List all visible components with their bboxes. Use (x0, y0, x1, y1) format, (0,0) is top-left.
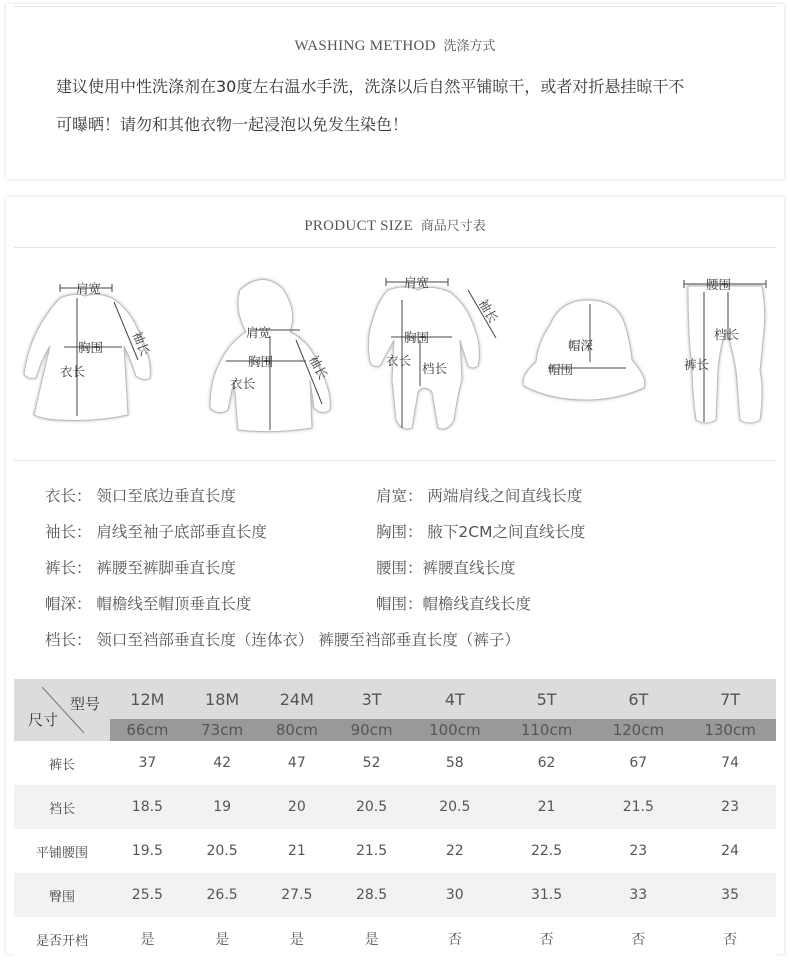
table-cell: 47 (259, 741, 334, 785)
model-cell: 24M (259, 679, 334, 719)
table-row (14, 917, 776, 961)
corner-size-label: 尺寸 (28, 711, 59, 729)
corner-model-label: 型号 (70, 695, 101, 713)
divider (14, 247, 776, 248)
table-cell: 21.5 (592, 785, 684, 829)
table-cell: 58 (409, 741, 501, 785)
product-size-title-zh: 商品尺寸表 (420, 219, 486, 234)
pants-icon (688, 286, 765, 423)
product-size-title-en: PRODUCT SIZE (304, 218, 413, 234)
height-cell: 66cm (110, 719, 185, 741)
dress-label-shoulder: 肩宽 (76, 281, 102, 296)
washing-title-en: WASHING METHOD (294, 38, 436, 54)
row-label: 臀围 (14, 873, 110, 917)
table-cell: 20.5 (185, 829, 260, 873)
romper-label-shoulder: 肩宽 (404, 275, 430, 290)
table-cell: 22.5 (501, 829, 593, 873)
table-cell: 否 (409, 917, 501, 961)
table-cell: 是 (110, 917, 185, 961)
romper-label-rise: 档长 (422, 361, 448, 376)
table-cell: 25.5 (110, 873, 185, 917)
height-cell: 110cm (501, 719, 593, 741)
row-label: 平铺腰围 (14, 829, 110, 873)
coat-label-chest: 胸围 (248, 354, 274, 369)
model-cell: 5T (501, 679, 593, 719)
table-cell: 否 (501, 917, 593, 961)
hat-label-circumference: 帽围 (548, 362, 574, 377)
definition-left: 衣长： 领口至底边垂直长度 (45, 487, 236, 505)
definition-right: 腰围：裤腰直线长度 (376, 559, 516, 577)
table-cell: 否 (592, 917, 684, 961)
size-table-corner (14, 679, 110, 741)
definition-row (45, 622, 520, 658)
table-cell: 是 (334, 917, 409, 961)
table-cell: 23 (684, 785, 776, 829)
dress-label-chest: 胸围 (78, 340, 104, 355)
definition-left: 裤长： 裤腰至裤脚垂直长度 (45, 559, 236, 577)
table-cell: 35 (684, 873, 776, 917)
definition-right: 帽围：帽檐线直线长度 (376, 595, 532, 613)
definition-left: 帽深： 帽檐线至帽顶垂直长度 (45, 595, 252, 613)
row-label: 裆长 (14, 785, 110, 829)
height-cell: 130cm (684, 719, 776, 741)
table-cell: 20.5 (409, 785, 501, 829)
table-cell: 37 (110, 741, 185, 785)
size-table-height-row (14, 719, 776, 741)
table-cell: 30 (409, 873, 501, 917)
product-size-title (6, 215, 784, 235)
table-cell: 27.5 (259, 873, 334, 917)
table-cell: 67 (592, 741, 684, 785)
table-cell: 19.5 (110, 829, 185, 873)
measurement-illustrations (20, 270, 770, 445)
table-cell: 24 (684, 829, 776, 873)
table-cell: 是 (259, 917, 334, 961)
washing-method-title (6, 35, 784, 55)
table-cell: 62 (501, 741, 593, 785)
table-row (14, 741, 776, 785)
romper-label-length: 衣长 (386, 353, 412, 368)
table-cell: 18.5 (110, 785, 185, 829)
table-cell: 26.5 (185, 873, 260, 917)
model-cell: 3T (334, 679, 409, 719)
model-cell: 18M (185, 679, 260, 719)
table-row (14, 785, 776, 829)
dress-icon (24, 294, 150, 420)
table-row (14, 873, 776, 917)
hat-label-depth: 帽深 (568, 338, 594, 353)
dress-label-length: 衣长 (60, 364, 86, 379)
table-row (14, 829, 776, 873)
divider (14, 6, 776, 7)
table-cell: 42 (185, 741, 260, 785)
washing-instructions (56, 68, 746, 144)
table-cell: 23 (592, 829, 684, 873)
table-cell: 20.5 (334, 785, 409, 829)
table-cell: 74 (684, 741, 776, 785)
washing-line-1: 建议使用中性洗涤剂在30度左右温水手洗，洗涤以后自然平铺晾干，或者对折悬挂晾干不 (56, 77, 685, 96)
height-cell: 90cm (334, 719, 409, 741)
table-cell: 19 (185, 785, 260, 829)
table-cell: 20 (259, 785, 334, 829)
row-label: 是否开档 (14, 917, 110, 961)
table-cell: 28.5 (334, 873, 409, 917)
table-cell: 21 (501, 785, 593, 829)
table-cell: 否 (684, 917, 776, 961)
definition-left: 档长： 领口至裆部垂直长度（连体衣） 裤腰至裆部垂直长度（裤子） (45, 631, 520, 649)
washing-title-zh: 洗涤方式 (443, 39, 496, 54)
coat-label-length: 衣长 (230, 376, 256, 391)
size-table (14, 679, 776, 961)
model-cell: 4T (409, 679, 501, 719)
model-cell: 6T (592, 679, 684, 719)
divider (14, 460, 776, 461)
dress-label-sleeve: 袖长 (129, 329, 153, 358)
definition-row (45, 550, 516, 586)
definition-right: 肩宽： 两端肩线之间直线长度 (376, 487, 583, 505)
definition-right: 胸围： 腋下2CM之间直线长度 (376, 523, 586, 541)
table-cell: 是 (185, 917, 260, 961)
definition-row (45, 586, 532, 622)
romper-label-sleeve: 袖长 (475, 296, 502, 326)
washing-line-2: 可曝晒！请勿和其他衣物一起浸泡以免发生染色！ (56, 115, 409, 134)
model-cell: 12M (110, 679, 185, 719)
height-cell: 100cm (409, 719, 501, 741)
table-cell: 31.5 (501, 873, 593, 917)
height-cell: 120cm (592, 719, 684, 741)
table-cell: 52 (334, 741, 409, 785)
table-cell: 22 (409, 829, 501, 873)
definition-left: 袖长： 肩线至袖子底部垂直长度 (45, 523, 267, 541)
pants-label-length: 裤长 (684, 357, 710, 372)
height-cell: 73cm (185, 719, 260, 741)
size-table-model-row (14, 679, 776, 719)
pants-label-rise: 档长 (714, 327, 740, 342)
model-cell: 7T (684, 679, 776, 719)
definition-row (45, 514, 586, 550)
coat-label-sleeve: 袖长 (305, 352, 331, 382)
table-cell: 21 (259, 829, 334, 873)
romper-label-chest: 胸围 (404, 330, 430, 345)
washing-method-card (6, 4, 784, 179)
row-label: 裤长 (14, 741, 110, 785)
definition-row (45, 478, 583, 514)
pants-label-waist: 腰围 (706, 277, 732, 292)
coat-label-shoulder: 肩宽 (246, 325, 272, 340)
height-cell: 80cm (259, 719, 334, 741)
table-cell: 33 (592, 873, 684, 917)
table-cell: 21.5 (334, 829, 409, 873)
